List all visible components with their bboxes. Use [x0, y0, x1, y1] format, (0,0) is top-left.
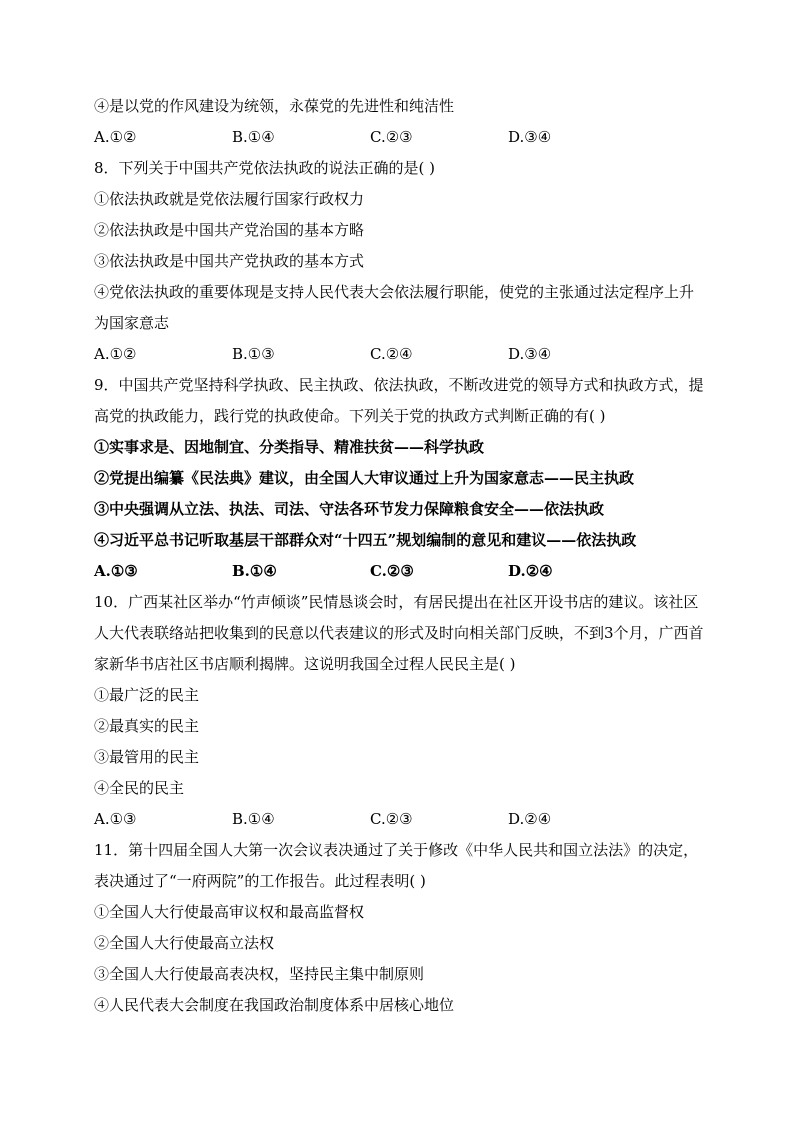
q8-stem: 8．下列关于中国共产党依法执政的说法正确的是( )	[94, 159, 436, 177]
q10-option-a: A.①③	[94, 810, 137, 828]
q8-statement-3: ③依法执政是中国共产党执政的基本方式	[94, 252, 365, 270]
q9-statement-4: ④习近平总书记听取基层干部群众对“十四五”规划编制的意见和建议——依法执政	[94, 531, 637, 549]
q9-option-c: C.②③	[370, 562, 414, 580]
q8-option-b: B.①③	[232, 345, 275, 363]
q10-option-d: D.②④	[508, 810, 552, 828]
q8-statement-4: ④党依法执政的重要体现是支持人民代表大会依法履行职能，使党的主张通过法定程序上升为国家意志	[94, 283, 695, 332]
q8-options	[94, 339, 706, 370]
q11-statement-2: ②全国人大行使最高立法权	[94, 934, 275, 952]
q8-statement-2: ②依法执政是中国共产党治国的基本方略	[94, 221, 365, 239]
q7-option-d: D.③④	[508, 128, 552, 146]
q9-option-a: A.①③	[94, 562, 138, 580]
q11-statement-1: ①全国人大行使最高审议权和最高监督权	[94, 903, 365, 921]
q9-statement-1: ①实事求是、因地制宜、分类指导、精准扶贫——科学执政	[94, 438, 485, 456]
q10-statement-2: ②最真实的民主	[94, 717, 200, 735]
q10-statement-1: ①最广泛的民主	[94, 686, 200, 704]
q8-option-c: C.②④	[370, 345, 413, 363]
q7-option-c: C.②③	[370, 128, 413, 146]
q9-options	[94, 556, 706, 587]
q10-option-c: C.②③	[370, 810, 413, 828]
q10-stem: 10．广西某社区举办“竹声倾谈”民情恳谈会时，有居民提出在社区开设书店的建议。该社区人大代表联络站把收集到的民意以代表建议的形式及时向相关部门反映，不到3个月，广西首家新华书店社区书店顺利揭牌。这说明我国全过程人民民主是( )	[94, 593, 704, 673]
q7-statement-4: ④是以党的作风建设为统领，永葆党的先进性和纯洁性	[94, 97, 455, 115]
q11-statement-4: ④人民代表大会制度在我国政治制度体系中居核心地位	[94, 996, 455, 1014]
q9-statement-2: ②党提出编纂《民法典》建议，由全国人大审议通过上升为国家意志——民主执政	[94, 469, 635, 487]
q10-options	[94, 804, 706, 835]
q9-option-b: B.①④	[232, 562, 277, 580]
q9-stem: 9．中国共产党坚持科学执政、民主执政、依法执政，不断改进党的领导方式和执政方式，提高党的执政能力，践行党的执政使命。下列关于党的执政方式判断正确的有( )	[94, 376, 704, 425]
q11-stem: 11．第十四届全国人大第一次会议表决通过了关于修改《中华人民共和国立法法》的决定，表决通过了“一府两院”的工作报告。此过程表明( )	[94, 841, 699, 890]
q9-statement-3: ③中央强调从立法、执法、司法、守法各环节发力保障粮食安全——依法执政	[94, 500, 605, 518]
q8-option-a: A.①②	[94, 345, 137, 363]
q10-statement-3: ③最管用的民主	[94, 748, 200, 766]
q10-statement-4: ④全民的民主	[94, 779, 185, 797]
q8-statement-1: ①依法执政就是党依法履行国家行政权力	[94, 190, 365, 208]
q8-option-d: D.③④	[508, 345, 552, 363]
q7-options	[94, 122, 706, 153]
q7-option-b: B.①④	[232, 128, 275, 146]
q10-option-b: B.①④	[232, 810, 275, 828]
q9-option-d: D.②④	[508, 562, 553, 580]
q11-statement-3: ③全国人大行使最高表决权，坚持民主集中制原则	[94, 965, 425, 983]
q7-option-a: A.①②	[94, 128, 137, 146]
